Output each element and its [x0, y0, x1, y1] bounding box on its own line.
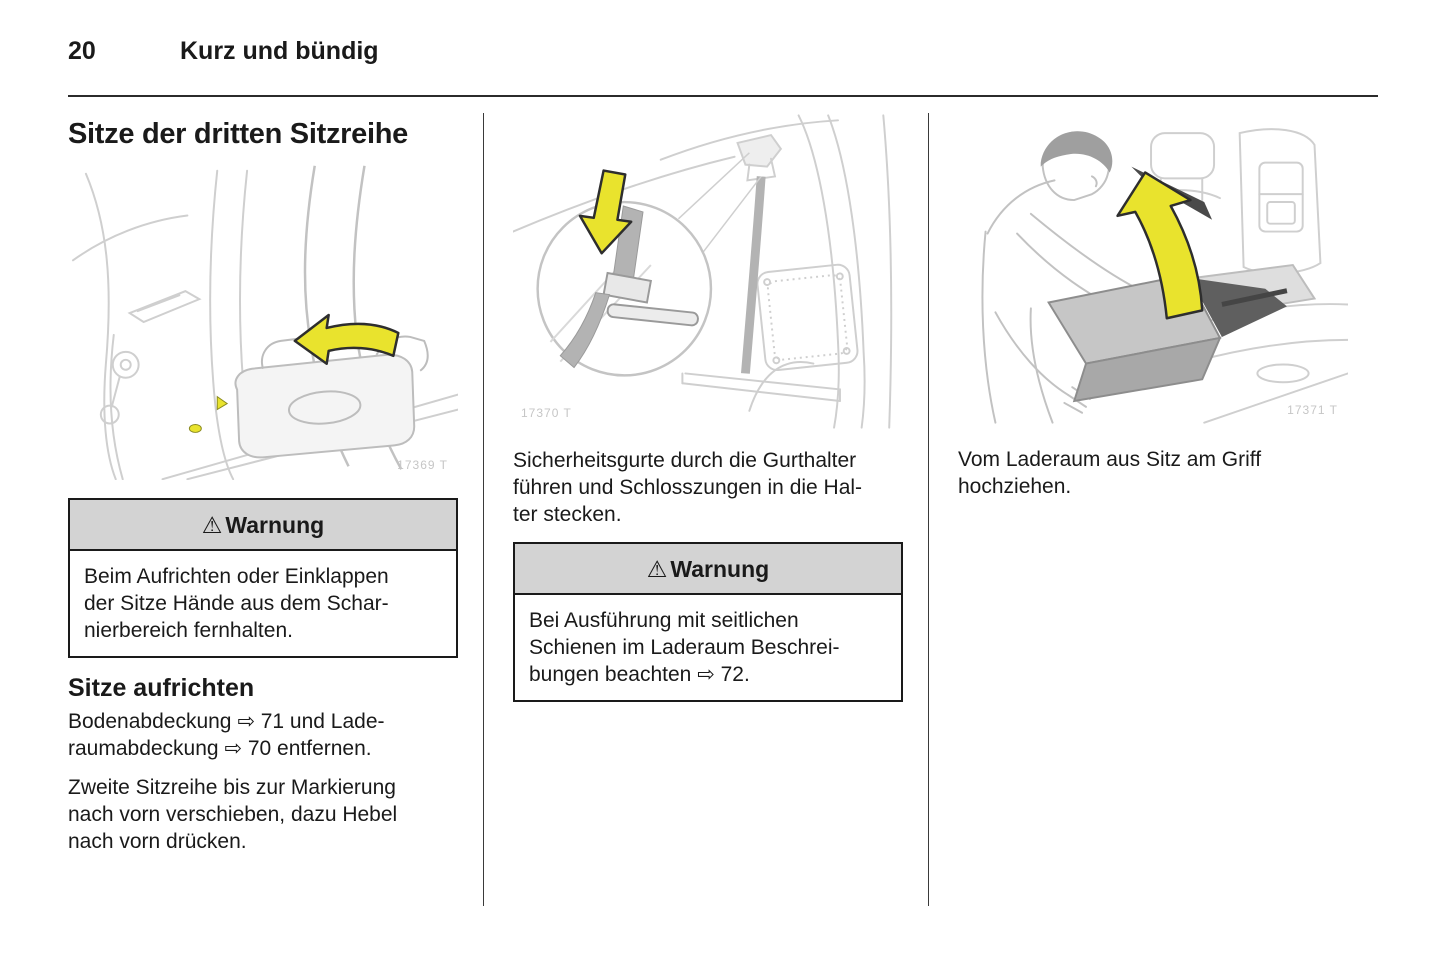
paragraph	[513, 447, 903, 528]
yellow-marker	[217, 397, 227, 410]
figure-caption: 17371 T	[1287, 403, 1338, 417]
figure-caption: 17370 T	[521, 406, 572, 420]
paragraph-line: ter stecken.	[513, 503, 622, 526]
seat-latch-housing	[236, 337, 428, 458]
warning-triangle-icon: ⚠	[201, 512, 223, 538]
paragraph-line: nach vorn drücken.	[68, 830, 247, 853]
warning-text-line: Schienen im Laderaum Beschrei-	[529, 636, 840, 659]
column-divider	[928, 113, 929, 906]
belt-holder-illustration	[513, 113, 903, 430]
warning-box	[68, 498, 458, 658]
paragraph-line: führen und Schlosszungen in die Hal-	[513, 476, 863, 499]
page-number: 20	[68, 37, 96, 65]
warning-text-line: bungen beachten ⇨ 72.	[529, 663, 750, 686]
warning-text-line: nierbereich fernhalten.	[84, 619, 293, 642]
paragraph-line: Sicherheitsgurte durch die Gurthalter	[513, 449, 857, 472]
speaker-grille	[756, 264, 858, 372]
paragraph-line: raumabdeckung ⇨ 70 entfernen.	[68, 737, 372, 760]
figure-caption: 17369 T	[397, 458, 448, 472]
paragraph-line: nach vorn verschieben, dazu Hebel	[68, 803, 398, 826]
column-2	[513, 113, 903, 702]
paragraph	[958, 446, 1348, 500]
warning-body	[515, 595, 901, 700]
subheading-sitze-aufrichten: Sitze aufrichten	[68, 674, 255, 702]
warning-header	[515, 544, 901, 595]
warning-triangle-icon: ⚠	[646, 556, 668, 582]
warning-title: Warnung	[670, 556, 770, 582]
paragraph	[68, 708, 458, 762]
header-rule	[68, 95, 1378, 97]
person-hair	[1041, 131, 1113, 172]
warning-text-line: der Sitze Hände aus dem Schar-	[84, 592, 389, 615]
paragraph-line: Vom Laderaum aus Sitz am Griff	[958, 448, 1262, 471]
figure-belt-holder	[513, 113, 903, 430]
warning-body	[70, 551, 456, 656]
column-divider	[483, 113, 484, 906]
column-3	[958, 113, 1348, 500]
figure-seat-fold-latch	[68, 165, 458, 480]
column-1	[68, 113, 458, 855]
seat-pull-up-illustration	[958, 113, 1348, 425]
warning-header	[70, 500, 456, 551]
seat-fold-latch-illustration	[68, 165, 458, 480]
paragraph-line: hochziehen.	[958, 475, 1072, 498]
seat-belt-strap	[745, 176, 761, 373]
paragraph-line: Bodenabdeckung ⇨ 71 und Lade-	[68, 710, 385, 733]
section-title: Sitze der dritten Sitzreihe	[68, 118, 408, 150]
warning-box	[513, 542, 903, 702]
warning-text-line: Bei Ausführung mit seitlichen	[529, 609, 799, 632]
warning-text-line: Beim Aufrichten oder Einklappen	[84, 565, 389, 588]
warning-title: Warnung	[225, 512, 325, 538]
figure-seat-pull-up	[958, 113, 1348, 425]
chapter-title: Kurz und bündig	[180, 37, 379, 65]
paragraph	[68, 774, 458, 855]
yellow-marker	[189, 424, 201, 432]
paragraph-line: Zweite Sitzreihe bis zur Markierung	[68, 776, 396, 799]
